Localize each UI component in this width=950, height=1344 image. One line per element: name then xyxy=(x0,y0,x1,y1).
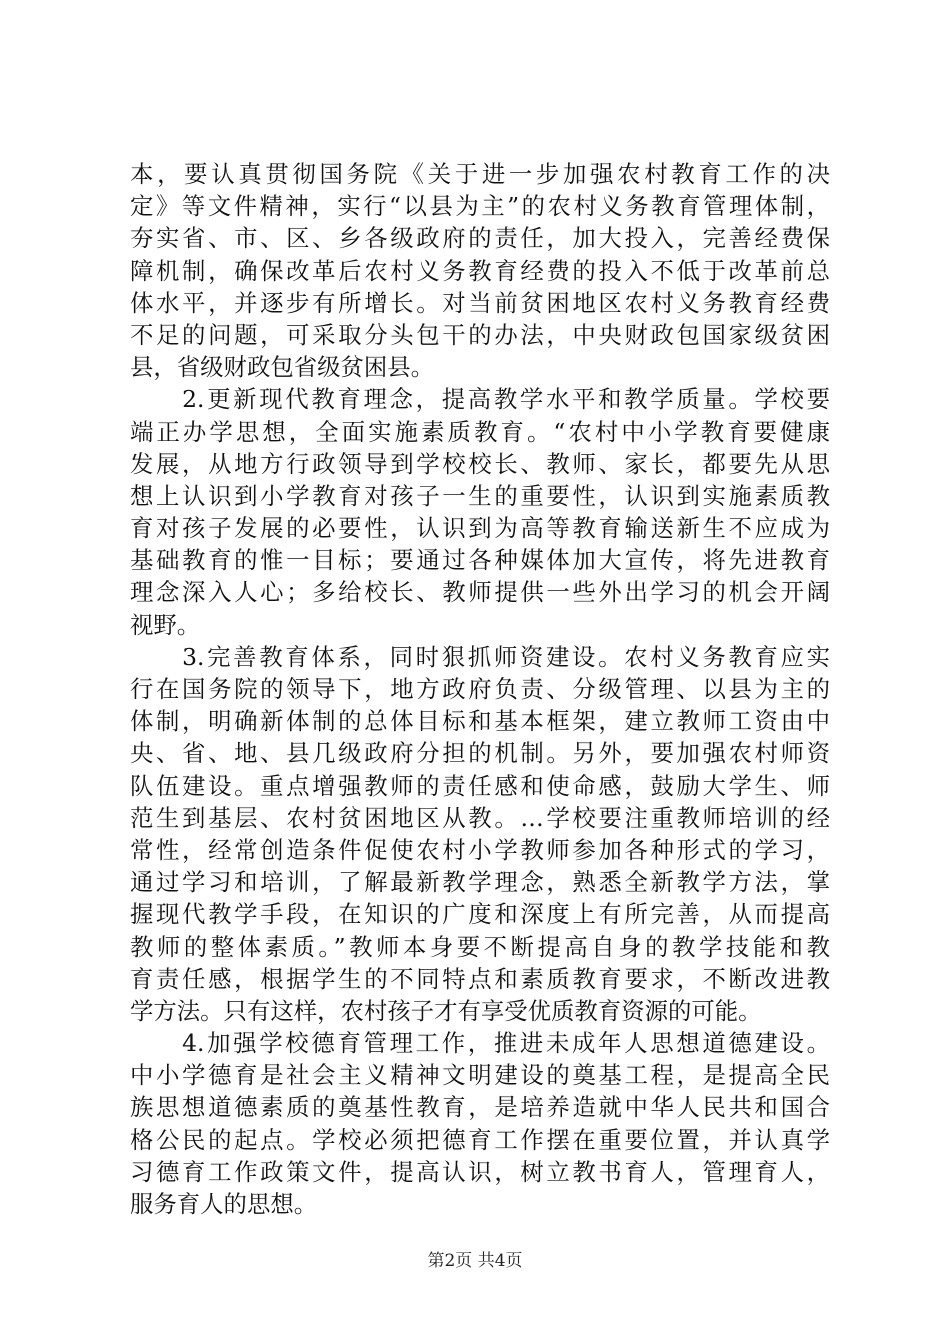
text-line: 不足的问题，可采取分头包干的办法，中央财政包国家级贫困 xyxy=(130,320,830,349)
text-line: 定》等文件精神，实行“以县为主”的农村义务教育管理体制， xyxy=(130,192,830,221)
text-line: 行在国务院的领导下，地方政府负责、分级管理、以县为主的 xyxy=(130,675,830,703)
text-line: 队伍建设。重点增强教师的责任感和使命感，鼓励大学生、师 xyxy=(130,771,830,800)
text-line: 发展，从地方行政领导到学校校长、教师、家长，都要先从思 xyxy=(130,449,830,478)
text-line: 服务育人的思想。 xyxy=(130,1190,318,1218)
text-line: 本，要认真贯彻国务院《关于进一步加强农村教育工作的决 xyxy=(130,160,830,188)
text-line: 中小学德育是社会主义精神文明建设的奠基工程，是提高全民 xyxy=(130,1061,830,1090)
text-line: 学方法。只有这样，农村孩子才有享受优质教育资源的可能。 xyxy=(130,996,762,1025)
text-line: 教师的整体素质。”教师本身要不断提高自身的教学技能和教 xyxy=(130,932,830,961)
text-line: 夯实省、市、区、乡各级政府的责任，加大投入，完善经费保 xyxy=(130,224,830,253)
text-line: 格公民的起点。学校必须把德育工作摆在重要位置，并认真学 xyxy=(130,1125,830,1154)
text-line: 体制，明确新体制的总体目标和基本框架，建立教师工资由中 xyxy=(130,707,830,736)
text-line: 理念深入人心；多给校长、教师提供一些外出学习的机会开阔 xyxy=(130,578,830,607)
text-line: 育对孩子发展的必要性，认识到为高等教育输送新生不应成为 xyxy=(130,514,830,543)
text-line: 常性，经常创造条件促使农村小学教师参加各种形式的学习， xyxy=(130,835,830,864)
text-line: 习德育工作政策文件，提高认识，树立教书育人，管理育人， xyxy=(130,1157,830,1186)
text-line: 3.完善教育体系，同时狠抓师资建设。农村义务教育应实 xyxy=(130,642,830,671)
text-line: 障机制，确保改革后农村义务教育经费的投入不低于改革前总 xyxy=(130,256,830,285)
text-line: 2.更新现代教育理念，提高教学水平和教学质量。学校要 xyxy=(130,385,830,414)
text-line: 视野。 xyxy=(130,610,201,639)
text-line: 范生到基层、农村贫困地区从教。…学校要注重教师培训的经 xyxy=(130,803,830,832)
text-line: 想上认识到小学教育对孩子一生的重要性，认识到实施素质教 xyxy=(130,481,830,510)
text-line: 族思想道德素质的奠基性教育，是培养造就中华人民共和国合 xyxy=(130,1093,830,1122)
text-line: 体水平，并逐步有所增长。对当前贫困地区农村义务教育经费 xyxy=(130,288,830,317)
text-line: 通过学习和培训，了解最新教学理念，熟悉全新教学方法，掌 xyxy=(130,868,830,897)
text-line: 央、省、地、县几级政府分担的机制。另外，要加强农村师资 xyxy=(130,739,830,768)
text-line: 4.加强学校德育管理工作，推进未成年人思想道德建设。 xyxy=(130,1029,830,1058)
page-footer: 第2页 共4页 xyxy=(427,1251,523,1271)
text-line: 端正办学思想，全面实施素质教育。“农村中小学教育要健康 xyxy=(130,417,830,446)
text-line: 县，省级财政包省级贫困县。 xyxy=(130,353,435,382)
text-line: 握现代教学手段，在知识的广度和深度上有所完善，从而提高 xyxy=(130,900,830,929)
text-line: 基础教育的惟一目标；要通过各种媒体加大宣传，将先进教育 xyxy=(130,546,830,575)
text-line: 育责任感，根据学生的不同特点和素质教育要求，不断改进教 xyxy=(130,964,830,993)
body-text xyxy=(130,158,830,1220)
